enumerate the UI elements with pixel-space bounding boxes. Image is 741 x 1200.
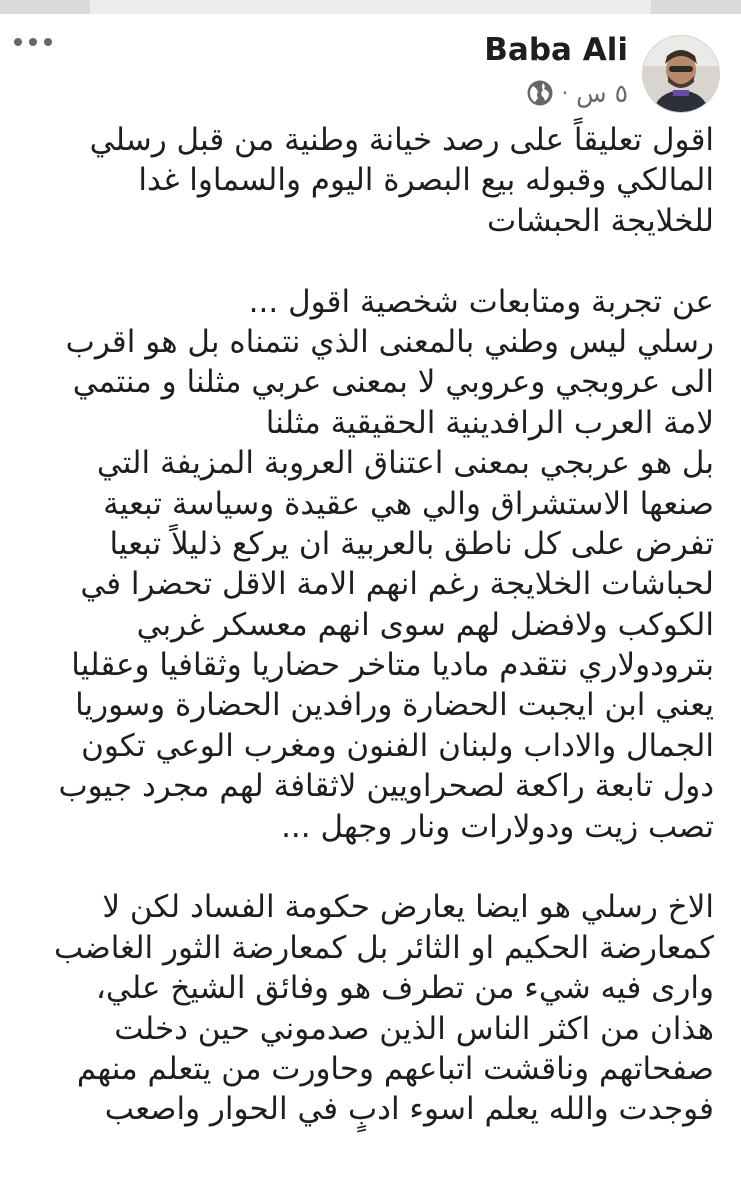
post-meta <box>526 76 628 110</box>
post-text-line: دول تابعة راكعة لصحراويين لاثقافة لهم مجرد جيوب <box>58 768 714 805</box>
globe-icon[interactable] <box>526 79 554 107</box>
post-text-line: الكوكب ولافضل لهم سوى انهم معسكر غربي <box>136 606 714 643</box>
post-text-line: لحباشات الخلايجة رغم انهم الامة الاقل تحضرا في <box>80 566 714 603</box>
post-text-line: صنعها الاستشراق والي هي عقيدة وسياسة تبعية <box>103 485 714 522</box>
post-text-line: كمعارضة الحكيم او الثائر بل كمعارضة الثور الغاضب <box>53 929 714 966</box>
post-text-line: الى عروبجي وعروبي لا بمعنى عربي مثلنا و منتمي <box>72 364 714 401</box>
post-text-line: يعني ابن ايجبت الحضارة ورافدين الحضارة وسوريا <box>75 687 714 724</box>
post-text-line: تصب زيت ودولارات ونار وجهل ... <box>281 808 714 845</box>
post-text-line: عن تجربة ومتابعات شخصية اقول ... <box>248 283 714 320</box>
post-text-line: صفحاتهم وناقشت اتباعهم وحاورت من يتعلم منهم <box>76 1050 714 1087</box>
paragraph-gap <box>28 847 714 887</box>
top-bar-segment <box>90 0 651 14</box>
meta-separator: · <box>561 81 569 105</box>
post-time[interactable]: ٥ س <box>576 78 628 108</box>
post-header <box>0 14 741 114</box>
post-text-line: تفرض على كل ناطق بالعربية ان يركع ذليلاً تبعيا <box>109 525 714 562</box>
post-text-line: بترودولاري نتقدم ماديا متاخر حضاريا وثقافيا وعقليا <box>71 647 714 684</box>
post-text-line: لامة العرب الرافدينية الحقيقية مثلنا <box>265 404 714 441</box>
more-dot <box>29 38 37 46</box>
avatar-image <box>643 36 719 112</box>
post-text-line: وارى فيه شيء من تطرف هو وفائق الشيخ علي، <box>95 970 714 1007</box>
more-options-icon[interactable] <box>14 38 52 46</box>
post-text-line: اقول تعليقاً على رصد خيانة وطنية من قبل رسلي <box>89 122 714 158</box>
avatar[interactable] <box>643 36 719 112</box>
top-bar <box>0 0 741 14</box>
post-text-line: فوجدت والله يعلم اسوء ادبٍ في الحوار واصعب <box>104 1091 714 1128</box>
post-text-line: رسلي ليس وطني بالمعنى الذي نتمناه بل هو اقرب <box>65 323 714 360</box>
author-name[interactable]: Baba Ali <box>484 32 628 68</box>
post-text-line: بل هو عربجي بمعنى اعتناق العروبة المزيفة التي <box>96 445 714 482</box>
post-text-line: الجمال والاداب ولبنان الفنون ومغرب الوعي تكون <box>81 727 714 764</box>
post-text-line: المالكي وقبوله بيع البصرة اليوم والسماوا غدا <box>138 162 714 199</box>
more-dot <box>14 38 22 46</box>
post-text-line: الاخ رسلي هو ايضا يعارض حكومة الفساد لكن لا <box>102 889 714 926</box>
post-text-line: للخلايجة الحبشات <box>486 202 714 239</box>
post-body <box>28 120 714 1130</box>
post-text-line: هذان من اكثر الناس الذين صدموني حين دخلت <box>114 1010 714 1047</box>
paragraph-gap <box>28 241 714 281</box>
more-dot <box>44 38 52 46</box>
